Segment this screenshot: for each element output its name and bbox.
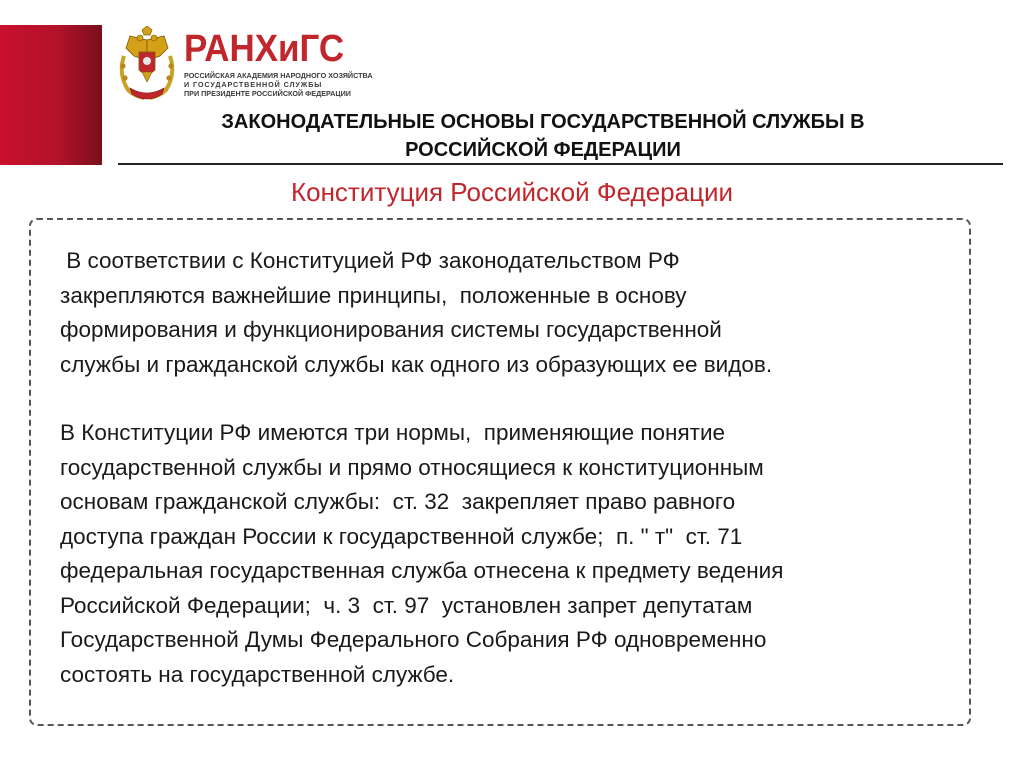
- logo-subline-2: И ГОСУДАРСТВЕННОЙ СЛУЖБЫ: [184, 80, 323, 89]
- paragraph-2-line: состоять на государственной службе.: [60, 661, 455, 687]
- paragraph-1-line: службы и гражданской службы как одного из образующих ее видов.: [60, 351, 773, 377]
- paragraph-2-line: Российской Федерации; ч. 3 ст. 97 установлен запрет депутатам: [60, 592, 753, 618]
- paragraph-1-line: В соответствии с Конституцией РФ законодательством РФ: [60, 248, 680, 273]
- paragraph-2-line: государственной службы и прямо относящиеся к конституционным: [60, 454, 764, 480]
- page-title: [118, 108, 968, 164]
- paragraph-1-line: закрепляются важнейшие принципы, положенные в основу: [60, 282, 687, 308]
- paragraph-2-line: основам гражданской службы: ст. 32 закрепляет право равного: [60, 489, 736, 514]
- paragraph-2-line: федеральная государственная служба отнесена к предмету ведения: [60, 558, 784, 583]
- red-side-bar: [0, 25, 102, 165]
- paragraph-1-line: формирования и функционирования системы государственной: [60, 317, 722, 342]
- section-subtitle: Конституция Российской Федерации: [290, 177, 734, 207]
- logo-subline-1: РОССИЙСКАЯ АКАДЕМИЯ НАРОДНОГО ХОЗЯЙСТВА: [184, 71, 373, 80]
- page-title-line-2: РОССИЙСКОЙ ФЕДЕРАЦИИ: [405, 139, 681, 161]
- paragraph-2-line: доступа граждан России к государственной службе; п. " т" ст. 71: [60, 523, 743, 549]
- page-title-line-1: ЗАКОНОДАТЕЛЬНЫЕ ОСНОВЫ ГОСУДАРСТВЕННОЙ СЛУЖБЫ В: [221, 111, 865, 133]
- logo-brand-text: РАНХиГС: [184, 28, 345, 70]
- paragraph-2: [60, 416, 980, 692]
- paragraph-2-line: Государственной Думы Федерального Собрания РФ одновременно: [60, 627, 767, 652]
- header-divider: [118, 163, 1003, 165]
- double-headed-eagle-emblem-icon: [116, 26, 178, 104]
- ranepa-logo: [116, 26, 373, 106]
- paragraph-1: [60, 244, 980, 382]
- logo-subline-3: ПРИ ПРЕЗИДЕНТЕ РОССИЙСКОЙ ФЕДЕРАЦИИ: [184, 89, 351, 98]
- paragraph-2-line: В Конституции РФ имеются три нормы, применяющие понятие: [60, 420, 726, 445]
